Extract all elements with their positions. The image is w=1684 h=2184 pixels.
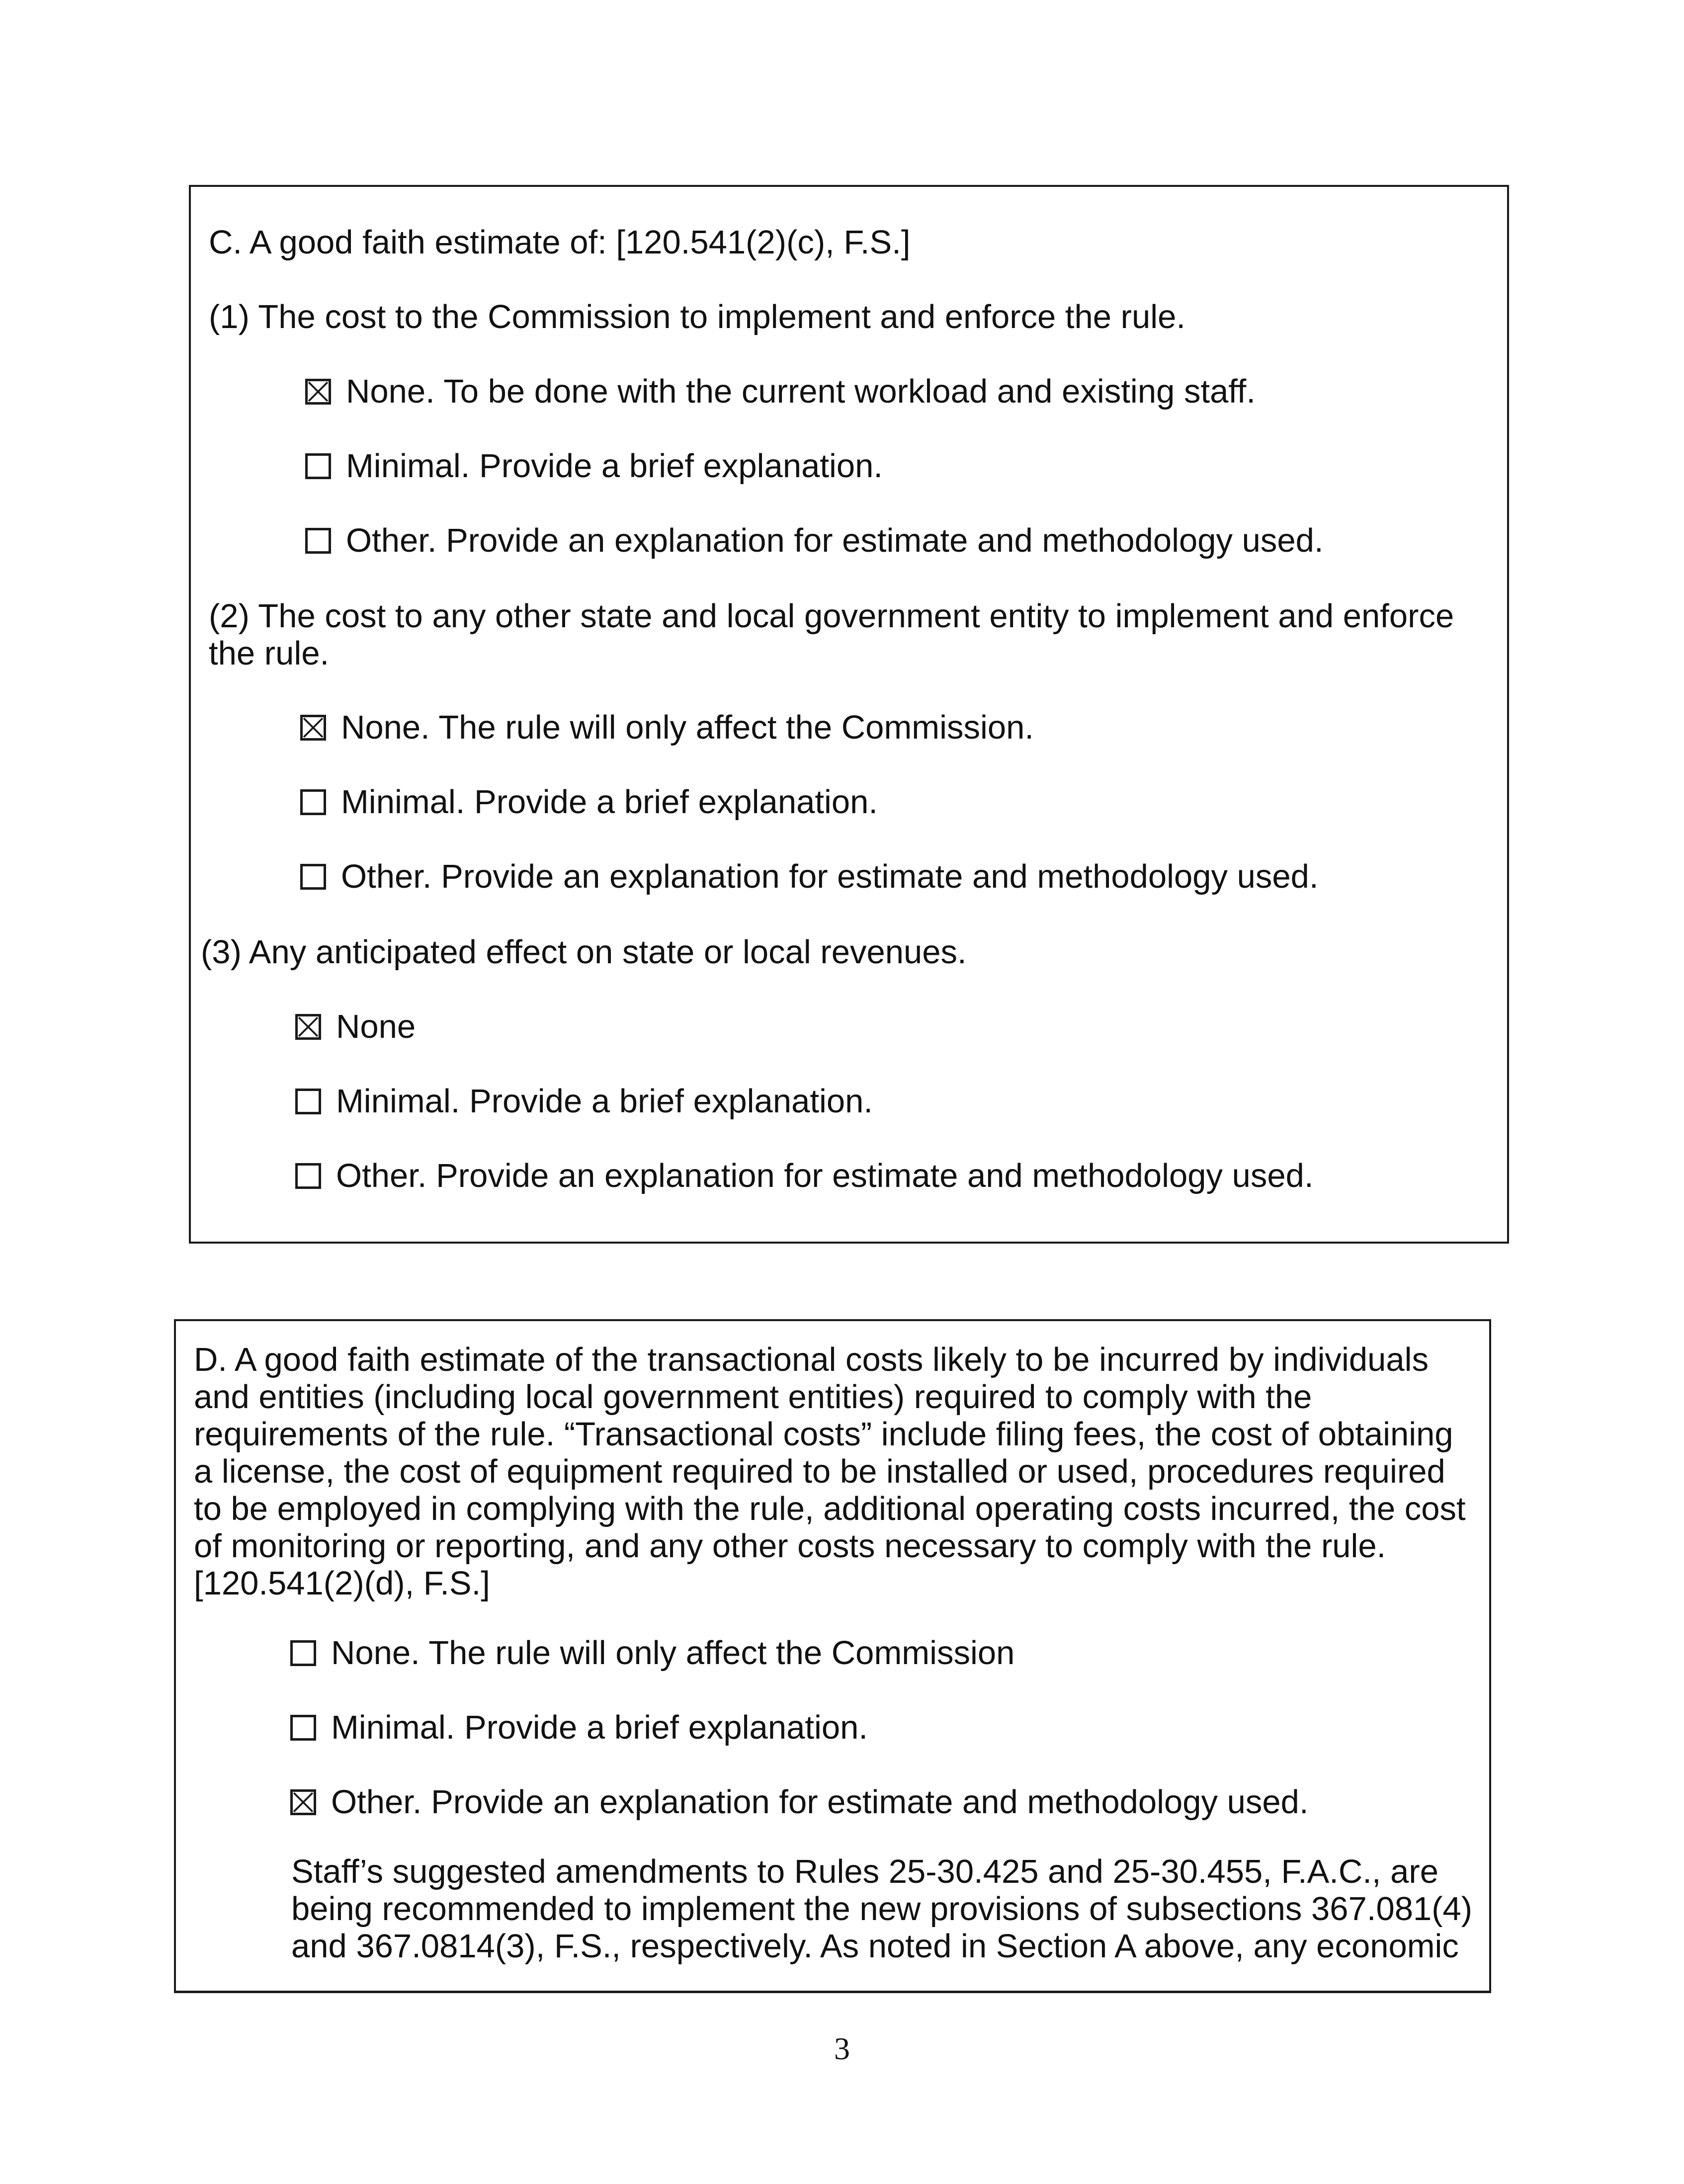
d-option-minimal[interactable] — [290, 1709, 868, 1747]
checkbox-checked-icon[interactable] — [295, 1014, 321, 1040]
q3-option-minimal[interactable] — [295, 1083, 873, 1120]
option-label: None. The rule will only affect the Commission — [331, 1634, 1015, 1672]
q1-option-other[interactable] — [305, 522, 1324, 560]
d-option-other[interactable] — [290, 1783, 1309, 1821]
section-d-box — [174, 1319, 1491, 1993]
question-3: (3) Any anticipated effect on state or local revenues. — [201, 933, 967, 971]
option-label: Minimal. Provide a brief explanation. — [331, 1709, 868, 1746]
section-d-explanation: Staff’s suggested amendments to Rules 25-30.425 and 25-30.455, F.A.C., are being recommended to implement the new provisions of subsections 367.081(4) and 367.0814(3), F.S., respectively. As noted in Section A above, any economic — [291, 1853, 1473, 1965]
section-d-paragraph: D. A good faith estimate of the transactional costs likely to be incurred by individuals and entities (including local government entities) required to comply with the requirements of the rule. “Transactional costs” include filing fees, the cost of obtaining a license, the cost of equipment required to be installed or used, procedures required to be employed in complying with the rule, additional operating costs incurred, the cost of monitoring or reporting, and any other costs necessary to comply with the rule. [120.541(2)(d), F.S.] — [194, 1341, 1466, 1602]
option-label: None. To be done with the current workload and existing staff. — [346, 373, 1256, 410]
q3-option-other[interactable] — [295, 1157, 1314, 1195]
checkbox-icon[interactable] — [300, 864, 326, 890]
checkbox-icon[interactable] — [305, 453, 331, 479]
q2-option-other[interactable] — [300, 858, 1319, 896]
option-label: Minimal. Provide a brief explanation. — [341, 783, 878, 821]
question-1: (1) The cost to the Commission to implement and enforce the rule. — [209, 298, 1186, 336]
option-label: Minimal. Provide a brief explanation. — [346, 447, 883, 485]
q2-option-minimal[interactable] — [300, 783, 878, 821]
section-c-heading: C. A good faith estimate of: [120.541(2)(c), F.S.] — [209, 224, 911, 261]
checkbox-checked-icon[interactable] — [305, 379, 331, 405]
q3-option-none[interactable] — [295, 1008, 416, 1046]
option-label: Other. Provide an explanation for estimate and methodology used. — [341, 858, 1319, 895]
checkbox-icon[interactable] — [295, 1163, 321, 1189]
checkbox-icon[interactable] — [300, 789, 326, 815]
checkbox-icon[interactable] — [290, 1640, 316, 1666]
d-option-none[interactable] — [290, 1634, 1014, 1672]
question-2: (2) The cost to any other state and local government entity to implement and enforce the rule. — [209, 597, 1454, 672]
option-label: None. The rule will only affect the Commission. — [341, 709, 1034, 746]
q1-option-minimal[interactable] — [305, 447, 883, 485]
q2-option-none[interactable] — [300, 709, 1034, 747]
checkbox-checked-icon[interactable] — [300, 715, 326, 741]
option-label: None — [336, 1008, 416, 1045]
checkbox-icon[interactable] — [295, 1089, 321, 1114]
option-label: Other. Provide an explanation for estimate and methodology used. — [336, 1157, 1314, 1194]
page-number: 3 — [834, 2031, 850, 2066]
option-label: Other. Provide an explanation for estimate and methodology used. — [346, 522, 1324, 559]
option-label: Other. Provide an explanation for estimate and methodology used. — [331, 1783, 1309, 1821]
section-c-box — [189, 185, 1509, 1244]
q1-option-none[interactable] — [305, 373, 1256, 411]
checkbox-icon[interactable] — [290, 1715, 316, 1741]
checkbox-icon[interactable] — [305, 528, 331, 554]
option-label: Minimal. Provide a brief explanation. — [336, 1083, 873, 1120]
checkbox-checked-icon[interactable] — [290, 1789, 316, 1815]
